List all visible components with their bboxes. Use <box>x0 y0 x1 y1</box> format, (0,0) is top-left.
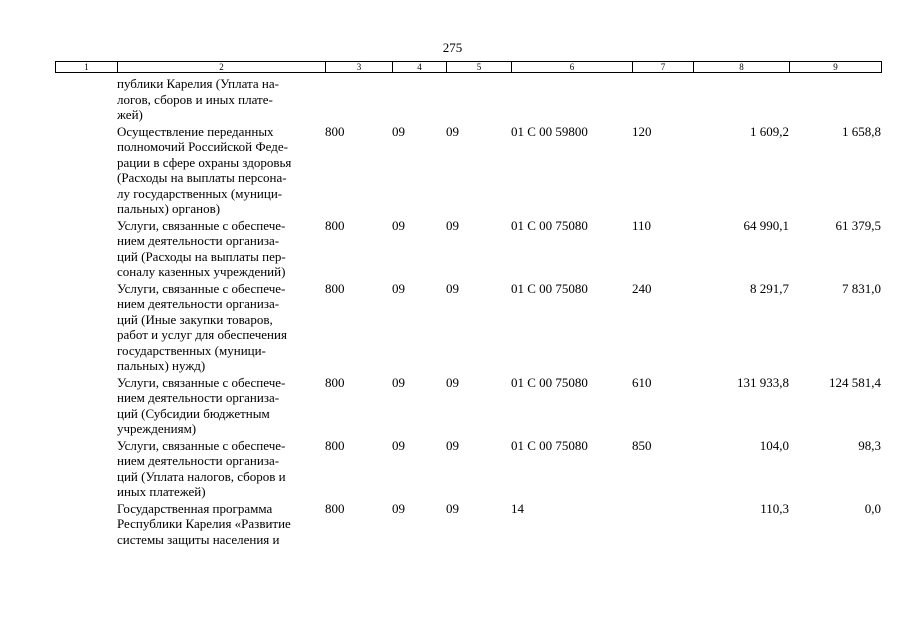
item-name-line: (Расходы на выплаты персона- <box>117 170 287 185</box>
item-name-line: нием деятельности организа- <box>117 453 280 468</box>
code-5-cell: 09 <box>446 123 459 139</box>
item-name-cell <box>117 501 325 548</box>
column-number-7: 7 <box>633 62 694 73</box>
item-name-line: нием деятельности организа- <box>117 233 280 248</box>
code-3-cell: 800 <box>325 217 345 233</box>
item-name-line: Услуги, связанные с обеспече- <box>117 280 286 296</box>
column-number-2: 2 <box>118 62 326 73</box>
target-article-cell: 01 С 00 75080 <box>511 217 588 233</box>
column-number-8: 8 <box>694 62 790 73</box>
amount-8-cell: 1 609,2 <box>750 123 789 139</box>
item-name-line: рации в сфере охраны здоровья <box>117 154 292 170</box>
column-number-4: 4 <box>393 62 447 73</box>
column-number-9: 9 <box>790 62 882 73</box>
item-name-line: учреждениям) <box>117 421 197 436</box>
item-name-line: Услуги, связанные с обеспече- <box>117 437 286 453</box>
item-name-cell <box>117 218 325 280</box>
code-4-cell: 09 <box>392 280 405 296</box>
table-row <box>55 218 881 280</box>
column-number-3: 3 <box>326 62 393 73</box>
item-name-line: жей) <box>117 107 143 122</box>
code-4-cell: 09 <box>392 217 405 233</box>
item-name-line: пальных) нужд) <box>117 358 206 373</box>
target-article-cell: 14 <box>511 500 524 516</box>
code-4-cell: 09 <box>392 437 405 453</box>
amount-9-cell: 1 658,8 <box>842 123 881 139</box>
item-name-cell <box>117 76 325 123</box>
table-row <box>55 281 881 374</box>
item-name-line: логов, сборов и иных плате- <box>117 91 273 107</box>
item-name-cell <box>117 375 325 437</box>
item-name-line: полномочий Российской Феде- <box>117 139 288 154</box>
expense-type-cell: 110 <box>632 217 652 233</box>
code-3-cell: 800 <box>325 280 345 296</box>
expense-type-cell: 850 <box>632 437 652 453</box>
amount-9-cell: 7 831,0 <box>842 280 881 296</box>
code-3-cell: 800 <box>325 500 345 516</box>
item-name-line: нием деятельности организа- <box>117 390 280 405</box>
amount-9-cell: 98,3 <box>858 437 881 453</box>
item-name-line: Услуги, связанные с обеспече- <box>117 374 286 390</box>
amount-8-cell: 104,0 <box>759 437 789 453</box>
item-name-line: ций (Уплата налогов, сборов и <box>117 468 286 484</box>
item-name-line: публики Карелия (Уплата на- <box>117 76 279 91</box>
code-3-cell: 800 <box>325 437 345 453</box>
table-row <box>55 375 881 437</box>
expense-type-cell: 240 <box>632 280 652 296</box>
code-5-cell: 09 <box>446 374 459 390</box>
item-name-line: Осуществление переданных <box>117 123 274 139</box>
amount-9-cell: 124 581,4 <box>829 374 881 390</box>
target-article-cell: 01 С 00 59800 <box>511 123 588 139</box>
column-number-5: 5 <box>447 62 512 73</box>
item-name-line: Республики Карелия «Развитие <box>117 516 291 531</box>
item-name-cell <box>117 438 325 500</box>
page-number: 275 <box>442 40 463 55</box>
item-name-line: ций (Иные закупки товаров, <box>117 311 273 327</box>
amount-9-cell: 0,0 <box>864 500 881 516</box>
table-row <box>55 438 881 500</box>
code-5-cell: 09 <box>446 500 459 516</box>
code-3-cell: 800 <box>325 123 345 139</box>
amount-9-cell: 61 379,5 <box>835 217 881 233</box>
item-name-line: ций (Расходы на выплаты пер- <box>117 248 286 264</box>
code-5-cell: 09 <box>446 437 459 453</box>
target-article-cell: 01 С 00 75080 <box>511 280 588 296</box>
table-row <box>55 76 881 123</box>
amount-8-cell: 110,3 <box>760 500 789 516</box>
item-name-line: нием деятельности организа- <box>117 296 280 311</box>
item-name-line: лу государственных (муници- <box>117 185 283 201</box>
code-4-cell: 09 <box>392 374 405 390</box>
amount-8-cell: 64 990,1 <box>743 217 789 233</box>
expense-type-cell: 610 <box>632 374 652 390</box>
item-name-line: государственных (муници- <box>117 342 266 358</box>
expense-type-cell: 120 <box>632 123 652 139</box>
item-name-line: соналу казенных учреждений) <box>117 264 286 279</box>
column-number-header <box>55 61 882 73</box>
column-number-1: 1 <box>56 62 118 73</box>
target-article-cell: 01 С 00 75080 <box>511 437 588 453</box>
code-5-cell: 09 <box>446 217 459 233</box>
table-row <box>55 501 881 548</box>
item-name-cell <box>117 281 325 374</box>
item-name-cell <box>117 124 325 217</box>
column-number-6: 6 <box>512 62 633 73</box>
table-row <box>55 124 881 217</box>
item-name-line: Услуги, связанные с обеспече- <box>117 217 286 233</box>
target-article-cell: 01 С 00 75080 <box>511 374 588 390</box>
item-name-line: работ и услуг для обеспечения <box>117 327 287 342</box>
amount-8-cell: 8 291,7 <box>750 280 789 296</box>
amount-8-cell: 131 933,8 <box>737 374 789 390</box>
code-4-cell: 09 <box>392 500 405 516</box>
code-5-cell: 09 <box>446 280 459 296</box>
item-name-line: иных платежей) <box>117 484 206 499</box>
budget-table-body <box>55 76 881 547</box>
item-name-line: ций (Субсидии бюджетным <box>117 405 270 421</box>
code-4-cell: 09 <box>392 123 405 139</box>
item-name-line: Государственная программа <box>117 500 273 516</box>
item-name-line: системы защиты населения и <box>117 531 280 547</box>
code-3-cell: 800 <box>325 374 345 390</box>
item-name-line: пальных) органов) <box>117 201 221 216</box>
